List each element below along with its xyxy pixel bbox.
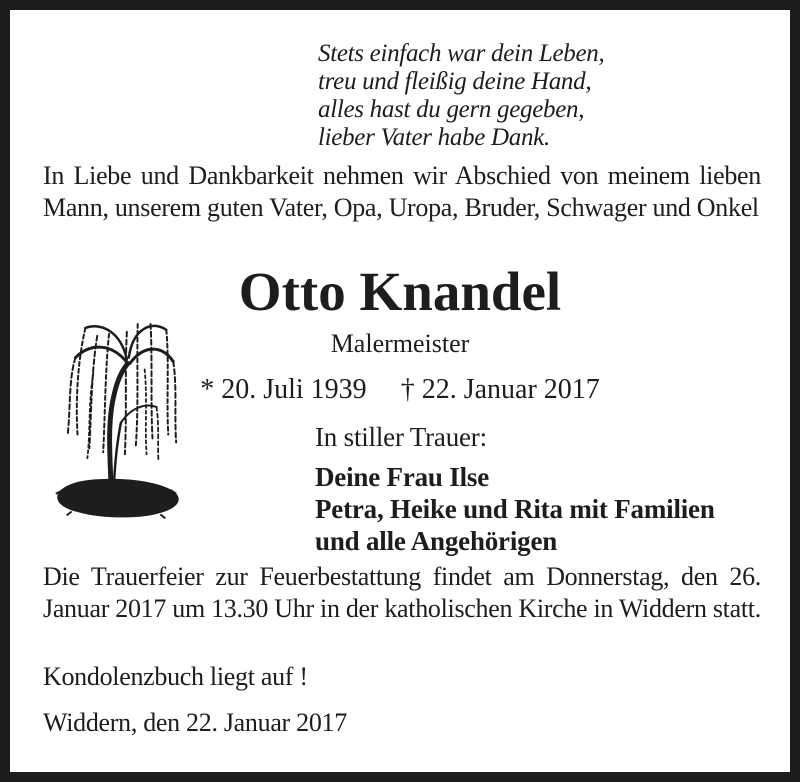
mourner-line: und alle Angehörigen — [315, 526, 558, 556]
mourning-heading: In stiller Trauer: — [315, 422, 487, 452]
poem-line: alles hast du gern gegeben, — [318, 96, 585, 123]
poem-line: treu und fleißig deine Hand, — [318, 68, 592, 95]
funeral-info-paragraph: Die Trauerfeier zur Feuerbestattung findet am Donnerstag, den 26. Januar 2017 um 13.30 Uhr in der katholischen Kirche in Widdern statt. — [43, 562, 761, 623]
poem-line: lieber Vater habe Dank. — [318, 124, 550, 151]
poem-line: Stets einfach war dein Leben, — [318, 40, 605, 67]
mourner-line: Petra, Heike und Rita mit Familien — [315, 494, 715, 524]
place-date-line: Widdern, den 22. Januar 2017 — [43, 708, 347, 737]
deceased-profession: Malermeister — [330, 329, 470, 358]
life-dates — [10, 374, 790, 406]
condolence-note: Kondolenzbuch liegt auf ! — [43, 662, 308, 691]
deceased-name: Otto Knandel — [238, 261, 562, 322]
mourning-block — [315, 421, 715, 557]
death-date: † 22. Januar 2017 — [400, 374, 600, 405]
notice-content — [10, 10, 790, 772]
mourner-line: Deine Frau Ilse — [315, 462, 489, 492]
birth-date: * 20. Juli 1939 — [200, 374, 367, 405]
intro-paragraph: In Liebe und Dankbarkeit nehmen wir Abschied von meinem lieben Mann, unserem guten Vater, Opa, Uropa, Bruder, Schwager und Onkel — [43, 161, 761, 222]
epigraph-poem — [318, 40, 604, 152]
mourner-names — [315, 461, 715, 557]
